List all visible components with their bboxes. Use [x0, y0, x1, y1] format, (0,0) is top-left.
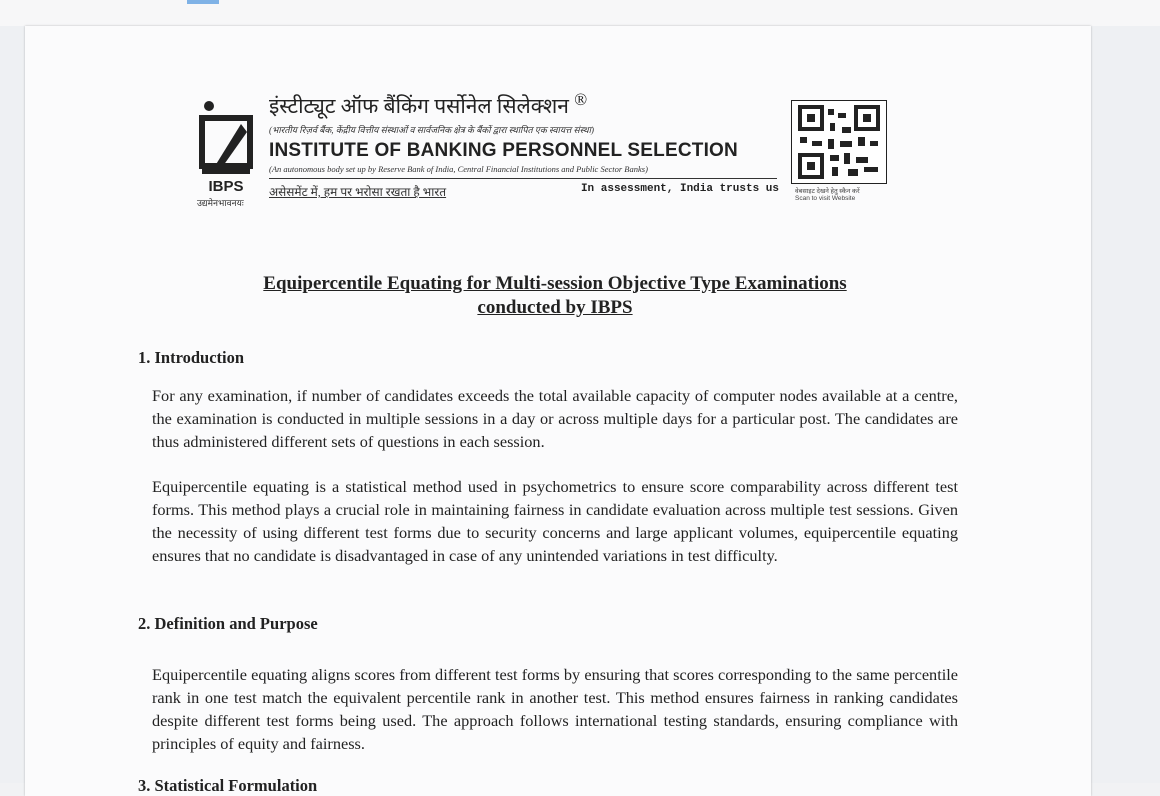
- section-2-paragraph-1: Equipercentile equating aligns scores from different test forms by ensuring that scores corresponding to the same percentile rank in one test match the equivalent percentile rank in another test. This method ensures fairness in ranking candidates despite different test forms being used. The approach follows international testing standards, ensuring compliance with principles of equity and fairness.: [152, 665, 958, 753]
- header-divider: [269, 178, 777, 179]
- english-tagline: In assessment, India trusts us: [580, 183, 779, 195]
- registered-mark: ®: [574, 90, 588, 109]
- logo-stroke: [215, 124, 247, 166]
- hindi-tagline: असेसमेंट में, हम पर भरोसा रखता है भारत: [269, 185, 447, 199]
- document-title: [197, 272, 913, 320]
- logo-tagline: उद्यमेनभावनयः: [197, 198, 244, 208]
- hindi-subtitle: (भारतीय रिज़र्व बैंक, केंद्रीय वित्तीय संस्थाओं व सार्वजनिक क्षेत्र के बैंकों द्वारा स्थापित एक स्वायत्त संस्था): [269, 125, 594, 135]
- section-3-heading: 3. Statistical Formulation: [138, 776, 318, 795]
- document-page: [25, 26, 1091, 796]
- hindi-title: इंस्टीट्यूट ऑफ बैंकिंग पर्सोनेल सिलेक्शन ®: [269, 90, 588, 118]
- viewer-toolbar: [0, 0, 1160, 26]
- english-title: INSTITUTE OF BANKING PERSONNEL SELECTION: [269, 140, 738, 161]
- logo-dot: [204, 101, 214, 111]
- section-2-heading: 2. Definition and Purpose: [138, 614, 318, 633]
- english-subtitle: (An autonomous body set up by Reserve Bank of India, Central Financial Institutions and Public Sector Banks): [269, 164, 648, 174]
- toolbar-link-indicator[interactable]: [187, 0, 219, 4]
- logo-bar: [202, 166, 250, 174]
- qr-code: [791, 100, 887, 184]
- qr-caption-english: Scan to visit Website: [795, 195, 856, 202]
- logo-text: IBPS: [208, 178, 244, 195]
- section-1-paragraph-2: Equipercentile equating is a statistical method used in psychometrics to ensure score comparability across different test forms. This method plays a crucial role in maintaining fairness in candidate evaluation across multiple test sessions. Given the necessity of using different test forms due to security concerns and large applicant volumes, equipercentile equating ensures that no candidate is disadvantaged in case of any unintended variations in test difficulty.: [152, 477, 958, 565]
- qr-caption-hindi: वेबसाइट देखने हेतु स्कैन करें: [795, 188, 860, 195]
- title-line-1: Equipercentile Equating for Multi-session Objective Type Examinations: [263, 273, 847, 294]
- section-1-paragraph-1: For any examination, if number of candidates exceeds the total available capacity of computer nodes available at a centre, the examination is conducted in multiple sessions in a day or across multiple days for a particular post. The candidates are thus administered different sets of questions in each session.: [152, 386, 958, 451]
- title-line-2: conducted by IBPS: [477, 297, 633, 318]
- section-1-heading: 1. Introduction: [138, 348, 245, 367]
